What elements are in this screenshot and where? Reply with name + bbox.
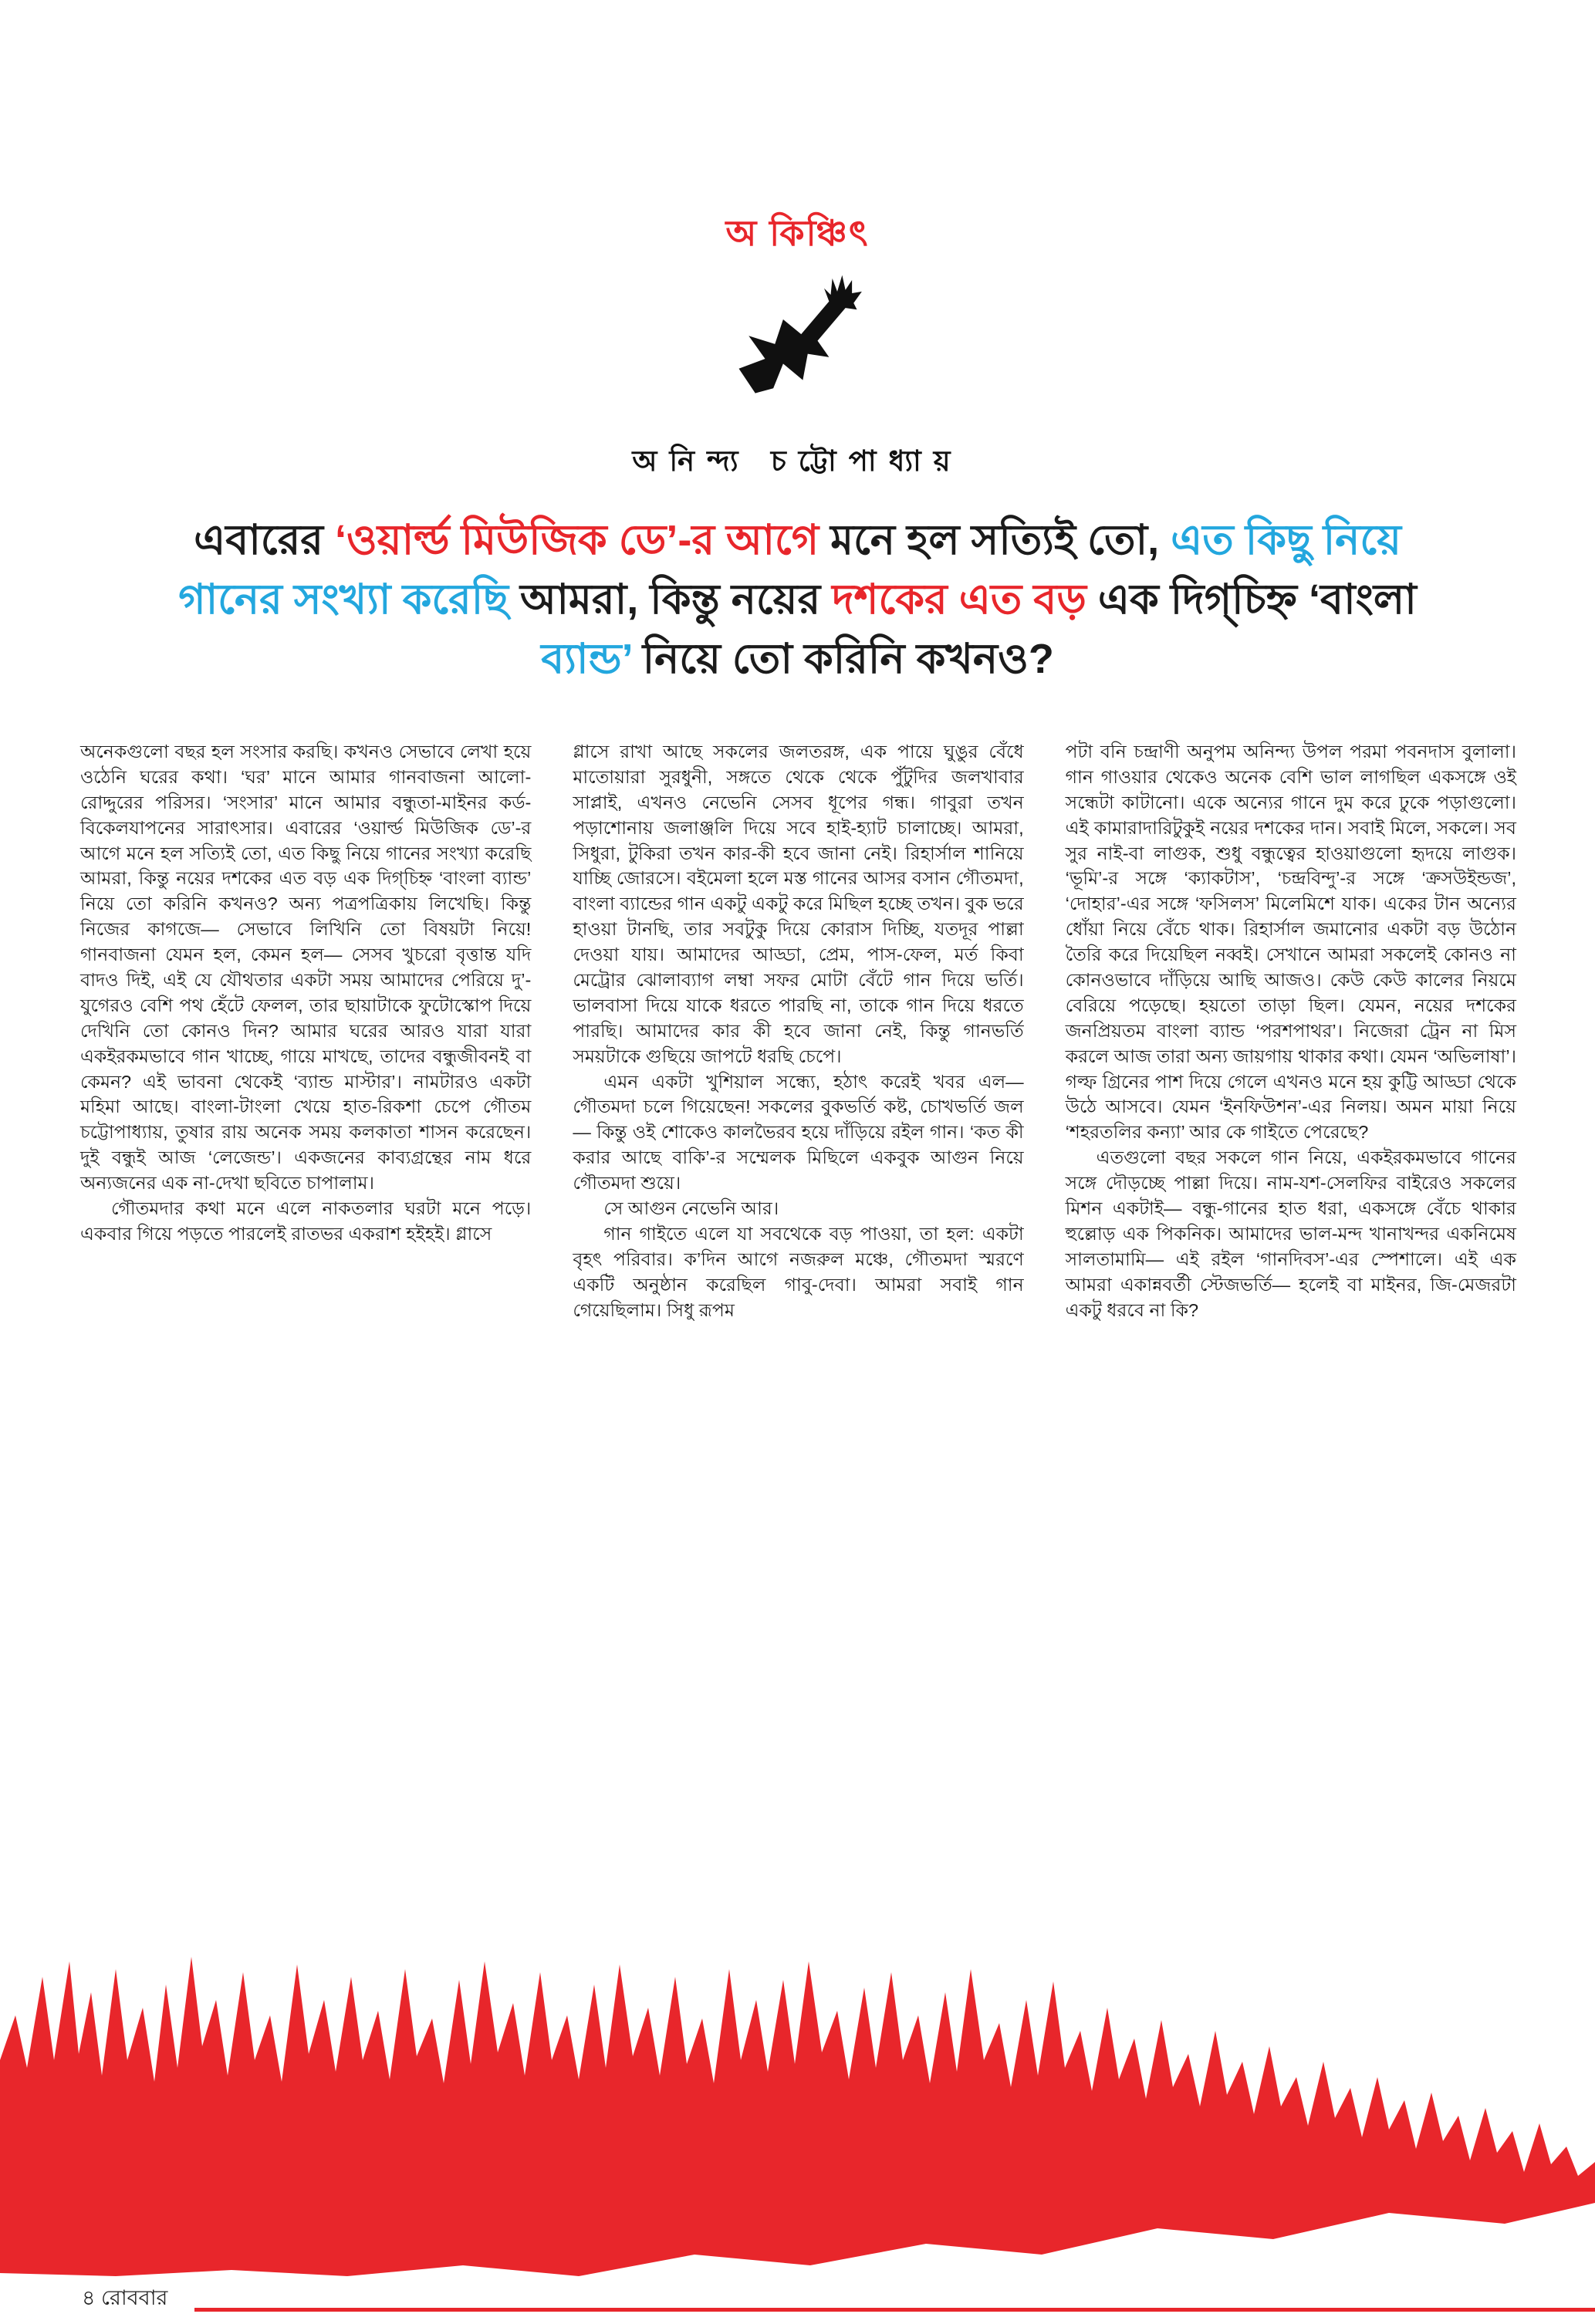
paragraph: গৌতমদার কথা মনে এলে নাকতলার ঘরটা মনে পড়ে। একবার গিয়ে পড়তে পারলেই রাতভর একরাশ হইহই। গ্লাসে: [80, 1198, 532, 1244]
headline-segment: নিয়ে তো করিনি কখনও?: [642, 636, 1054, 683]
headline: [85, 511, 1510, 690]
bottom-rule: [194, 2308, 1595, 2312]
paragraph: এমন একটা খুশিয়াল সন্ধ্যে, হঠাৎ করেই খবর এল— গৌতমদা চলে গিয়েছেন! সকলের বুকভর্তি কষ্ট, চোখভর্তি জল— কিন্তু ওই শোকেও কালভৈরব হয়ে দাঁড়িয়ে রইল গান। ‘কত কী করার আছে বাকি’-র সম্মেলক মিছিলে একবুক আগুন নিয়ে গৌতমদা শুয়ে।: [573, 1071, 1024, 1194]
guitar-rock-hand-icon: [732, 272, 863, 395]
paragraph: গ্লাসে রাখা আছে সকলের জলতরঙ্গ, এক পায়ে ঘুঙুর বেঁধে মাতোয়ারা সুরধুনী, সঙ্গতে থেকে থেকে পুঁটুদির জলখাবার সাপ্লাই, এখনও নেভেনি সেসব ধূপের গন্ধ। গাবুরা তখন পড়াশোনায় জলাঞ্জলি দিয়ে সবে হাই-হ্যাট চালাচ্ছে। আমরা, সিধুরা, টুকিরা তখন কার-কী হবে জানা নেই। রিহার্সাল শানিয়ে যাচ্ছি জোরসে। বইমেলা হলে মস্ত গানের আসর বসান গৌতমদা, বাংলা ব্যান্ডের গান একটু একটু করে মিছিল হচ্ছে তখন। বুক ভরে হাওয়া টানছি, তার সবটুকু দিয়ে কোরাস দিচ্ছি, যতদূর পাল্লা দেওয়া যায়। আমাদের আড্ডা, প্রেম, পাস-ফেল, মর্ত কিবা মেট্রোর ঝোলাব্যাগ লম্বা সফর মোটা বেঁটে গান দিয়ে ভর্তি। ভালবাসা দিয়ে যাকে ধরতে পারছি না, তাকে গান দিয়ে ধরতে পারছি। আমাদের কার কী হবে জানা নেই, কিন্তু গানভর্তি সময়টাকে গুছিয়ে জাপটে ধরছি চেপে।: [573, 741, 1024, 1066]
column-3: [1066, 739, 1516, 1322]
headline-line-2: [85, 570, 1510, 630]
headline-segment: ব্যান্ড’: [541, 636, 643, 683]
author-name: অনিন্দ্য চট্টোপাধ্যায়: [632, 445, 963, 477]
headline-segment: মনে হল সত্যিই তো,: [830, 517, 1171, 563]
headline-segment: এত কিছু নিয়ে: [1171, 517, 1401, 563]
headline-segment: এবারের: [194, 517, 336, 563]
column-2: [573, 739, 1023, 1322]
page-number: ৪ রোববার: [82, 2286, 168, 2309]
crowd-silhouette: [0, 1944, 1595, 2276]
headline-segment: ‘ওয়ার্ল্ড মিউজিক ডে’-র আগে: [335, 517, 831, 563]
headline-line-1: [85, 511, 1510, 570]
headline-segment: দশকের এত বড়: [832, 576, 1098, 623]
paragraph: সে আগুন নেভেনি আর।: [603, 1198, 779, 1219]
article-body: [80, 739, 1516, 1322]
section-kicker: অ কিঞ্চিৎ: [725, 213, 870, 253]
paragraph: পটা বনি চন্দ্রাণী অনুপম অনিন্দ্য উপল পরমা পবনদাস বুলালা। গান গাওয়ার থেকেও অনেক বেশি ভাল লাগছিল একসঙ্গে ওই সন্ধেটা কাটানো। একে অন্যের গানে দুম করে ঢুকে পড়াগুলো। এই কামারাদারিটুকুই নয়ের দশকের দান। সবাই মিলে, সকলে। সব সুর নাই-বা লাগুক, শুধু বন্ধুত্বের হাওয়াগুলো হৃদয়ে লাগুক। ‘ভূমি’-র সঙ্গে ‘ক্যাকটাস’, ‘চন্দ্রবিন্দু’-র সঙ্গে ‘ক্রসউইন্ডজ’, ‘দোহার’-এর সঙ্গে ‘ফসিলস’ মিলেমিশে যাক। একের টান অন্যের ধোঁয়া নিয়ে বেঁচে থাক। রিহার্সাল জমানোর একটা বড় উঠোন তৈরি করে দিয়েছিল নব্বই। সেখানে আমরা সকলেই কোনও না কোনওভাবে দাঁড়িয়ে আছি আজও। কেউ কেউ কালের নিয়মে বেরিয়ে পড়েছে। হয়তো তাড়া ছিল। যেমন, নয়ের দশকের জনপ্রিয়তম বাংলা ব্যান্ড ‘পরশপাথর’। নিজেরা ট্রেন না মিস করলে আজ তারা অন্য জায়গায় থাকার কথা। যেমন ‘অভিলাষা’। গল্ফ গ্রিনের পাশ দিয়ে গেলে এখনও মনে হয় কুট্টি আড্ডা থেকে উঠে আসবে। যেমন ‘ইনফিউশন’-এর নিলয়। অমন মায়া নিয়ে ‘শহরতলির কন্যা’ আর কে গাইতে পেরেছে?: [1065, 741, 1516, 1143]
headline-segment: আমরা, কিন্তু নয়ের: [519, 576, 833, 623]
paragraph: অনেকগুলো বছর হল সংসার করছি। কখনও সেভাবে লেখা হয়ে ওঠেনি ঘরের কথা। ‘ঘর’ মানে আমার গানবাজনা আলো-রোদ্দুরের পরিসর। ‘সংসার’ মানে আমার বন্ধুতা-মাইনর কর্ড-বিকেলযাপনের সারাৎসার। এবারের ‘ওয়ার্ল্ড মিউজিক ডে’-র আগে মনে হল সত্যিই তো, এত কিছু নিয়ে গানের সংখ্যা করেছি আমরা, কিন্তু নয়ের দশকের এত বড় এক দিগ্‌চিহ্ন ‘বাংলা ব্যান্ড’ নিয়ে তো করিনি কখনও? অন্য পত্রপত্রিকায় লিখেছি। কিন্তু নিজের কাগজে— সেভাবে লিখিনি তো বিষয়টা নিয়ে! গানবাজনা যেমন হল, কেমন হল— সেসব খুচরো বৃত্তান্ত যদি বাদও দিই, এই যে যৌথতার একটা সময় আমাদের পেরিয়ে দু’-যুগেরও বেশি পথ হেঁটে ফেলল, তার ছায়াটাকে ফুটোস্কোপ দিয়ে দেখিনি তো কোনও দিন? আমার ঘরের আরও যারা যারা একইরকমভাবে গান খাচ্ছে, গায়ে মাখছে, তাদের বন্ধুজীবনই বা কেমন? এই ভাবনা থেকেই ‘ব্যান্ড মাস্টার’। নামটারও একটা মহিমা আছে। বাংলা-টাংলা খেয়ে হাত-রিকশা চেপে গৌতম চট্টোপাধ্যায়, তুষার রায় অনেক সময় কলকাতা শাসন করেছেন। দুই বন্ধুই আজ ‘লেজেন্ড’। একজনের কাব্যগ্রন্থের নাম ধরে অন্যজনের এক না-দেখা ছবিতে চাপালাম।: [80, 741, 532, 1194]
headline-segment: গানের সংখ্যা করেছি: [178, 576, 520, 623]
paragraph: গান গাইতে এলে যা সবথেকে বড় পাওয়া, তা হল: একটা বৃহৎ পরিবার। ক’দিন আগে নজরুল মঞ্চে, গৌতমদা স্মরণে একটি অনুষ্ঠান করেছিল গাবু-দেবা। আমরা সবাই গান গেয়েছিলাম। সিধু রূপম: [573, 1223, 1024, 1320]
paragraph: এতগুলো বছর সকলে গান নিয়ে, একইরকমভাবে গানের সঙ্গে দৌড়চ্ছে পাল্লা দিয়ে। নাম-যশ-সেলফির বাইরেও সকলের মিশন একটাই— বন্ধু-গানের হাত ধরা, একসঙ্গে বেঁচে থাকার হুল্লোড় এক পিকনিক। আমাদের ভাল-মন্দ খানাখন্দর একনিমেষ সালতামামি— এই রইল ‘গানদিবস’-এর স্পেশালে। এই এক আমরা একান্নবর্তী স্টেজভর্তি— হলেই বা মাইনর, জি-মেজরটা একটু ধরবে না কি?: [1065, 1147, 1516, 1320]
headline-segment: এক দিগ্‌চিহ্ন ‘বাংলা: [1097, 576, 1417, 623]
column-1: [80, 739, 531, 1322]
headline-line-3: [85, 630, 1510, 689]
